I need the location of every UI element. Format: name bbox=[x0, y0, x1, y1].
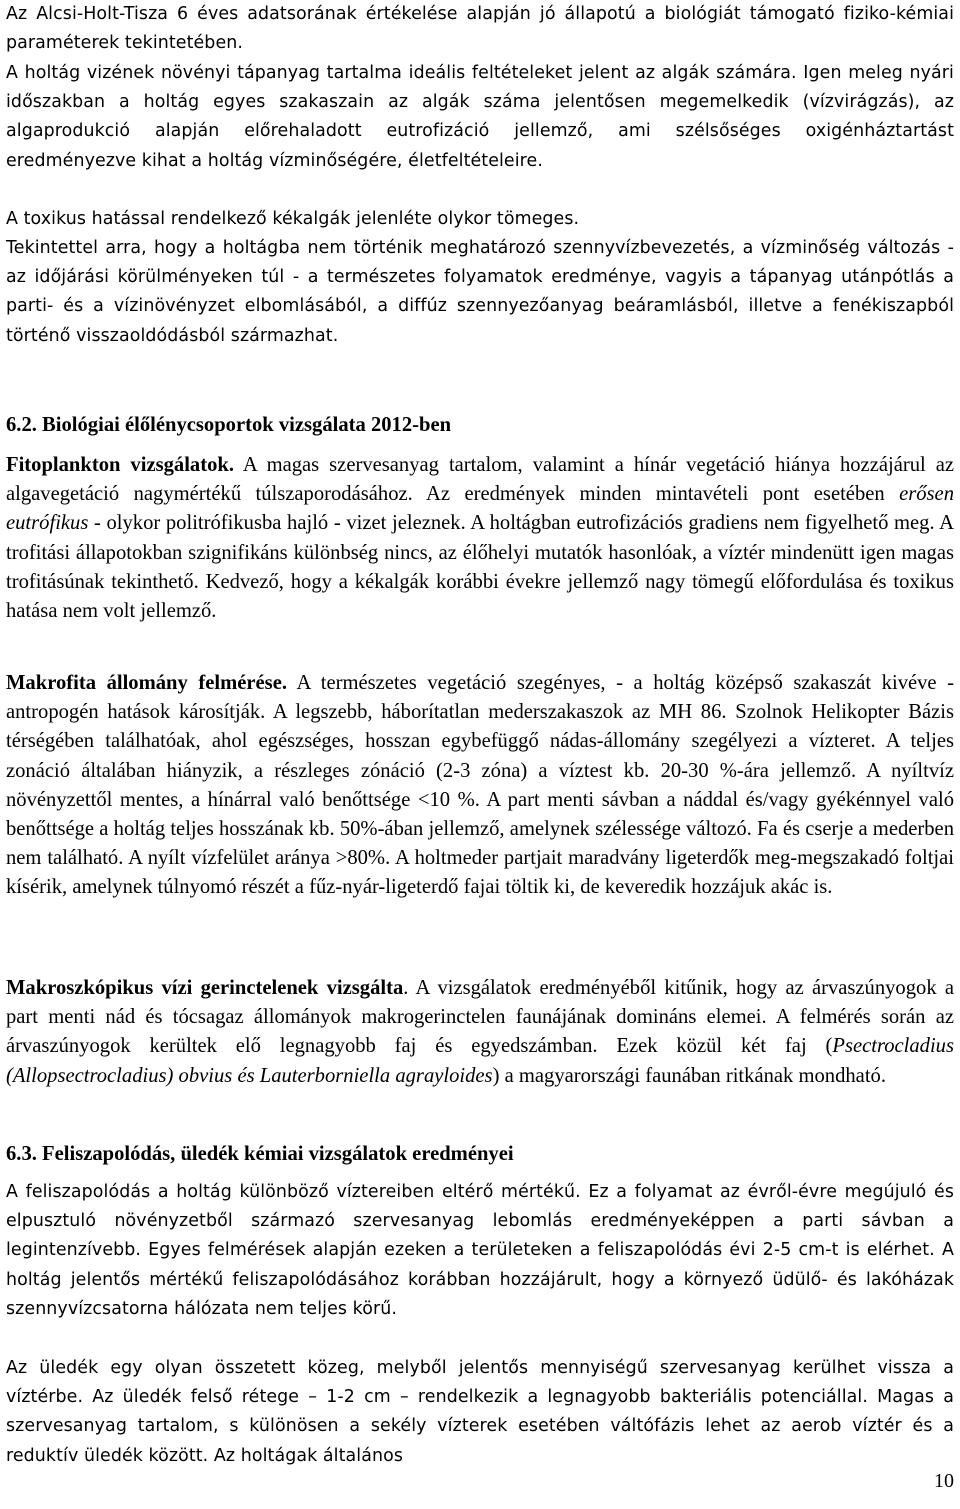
invertebrates-text-a: . A vizsgálatok eredményéből kitűnik, hogy az árvaszúnyogok a part menti nád és tócsagaz állományok makrogerinctelen faunájának domináns elemei. A felmérés során az árvaszúnyogok kerültek elő legnagyobb faj és egyedszámban. Ezek közül két faj ( bbox=[6, 977, 954, 1058]
page-number: 10 bbox=[934, 1470, 954, 1492]
invertebrates-species: Psectrocladius (Allopsectrocladius) obvius és Lauterborniella agrayloides bbox=[6, 1035, 954, 1087]
invertebrates-lead: Makroszkópikus vízi gerinctelenek vizsgálta bbox=[6, 977, 404, 999]
paragraph-water-quality: Tekintettel arra, hogy a holtágba nem történik meghatározó szennyvízbevezetés, a vízminőség változás - az időjárási körülményeken túl - a természetes folyamatok eredménye, vagyis a tápanyag utánpótlás a parti- és a vízinövényzet elbomlásából, a diffúz szennyezőanyag beáramlásból, illetve a fenékiszapból történő visszaoldódásból származhat. bbox=[6, 238, 954, 346]
paragraph-sediment: Az üledék egy olyan összetett közeg, melyből jelentős mennyiségű szervesanyag kerülhet vissza a víztérbe. Az üledék felső rétege – 1-2 cm – rendelkezik a legnagyobb bakteriális potenciállal. Magas a szervesanyag tartalom, s különösen a sekély vízterek esetében váltófázis lehet az aerob víztér és a reduktív üledék között. Az holtágak általános bbox=[6, 1358, 954, 1466]
section-heading-6-2: 6.2. Biológiai élőlénycsoportok vizsgálata 2012-ben bbox=[6, 414, 452, 436]
paragraph-toxic-algae: A toxikus hatással rendelkező kékalgák jelenléte olykor tömeges. bbox=[6, 209, 580, 229]
paragraph-phytoplankton bbox=[6, 451, 954, 626]
phytoplankton-lead: Fitoplankton vizsgálatok. bbox=[6, 454, 234, 476]
phytoplankton-emphasis: erősen eutrófikus bbox=[6, 483, 954, 535]
phytoplankton-text-a: A magas szervesanyag tartalom, valamint a hínár vegetáció hiánya hozzájárul az algavegetáció nagymértékű túlszaporodásához. Az eredmények minden mintavételi pont esetében bbox=[6, 454, 954, 506]
paragraph-nutrients: A holtág vizének növényi tápanyag tartalma ideális feltételeket jelent az algák számára. Igen meleg nyári időszakban a holtág egyes szakaszain az algák száma jelentősen megemelkedik (vízvirágzás), az algaprodukció alapján előrehaladott eutrofizáció jellemző, ami szélsőséges oxigénháztartást eredményezve kihat a holtág vízminőségére, életfeltételeire. bbox=[6, 63, 954, 171]
paragraph-siltation: A feliszapolódás a holtág különböző víztereiben eltérő mértékű. Ez a folyamat az évről-évre megújuló és elpusztuló növényzetből származó szervesanyag lebomlás eredményeképpen a parti sávban a legintenzívebb. Egyes felmérések alapján ezeken a területeken a feliszapolódás évi 2-5 cm-t is elérhet. A holtág jelentős mértékű feliszapolódásához korábban hozzájárult, hogy a környező üdülő- és lakóházak szennyvízcsatorna hálózata nem teljes körű. bbox=[6, 1182, 954, 1319]
paragraph-invertebrates bbox=[6, 974, 954, 1091]
paragraph-macrophyte bbox=[6, 669, 954, 903]
invertebrates-text-b: ) a magyarországi faunában ritkának mondható. bbox=[492, 1064, 886, 1087]
phytoplankton-text-b: - olykor politrófikusba hajló - vizet jeleznek. A holtágban eutrofizációs gradiens nem figyelhető meg. A trofitási állapotokban szignifikáns különbség nincs, az élőhelyi mutatók hasonlóak, a víztér mindenütt igen magas trofitásúnak tekinthető. Kedvező, hogy a kékalgák korábbi évekre jellemző nagy tömegű előfordulása és toxikus hatása nem volt jellemző. bbox=[6, 512, 954, 623]
macrophyte-lead: Makrofita állomány felmérése. bbox=[6, 672, 287, 694]
section-heading-6-3: 6.3. Feliszapolódás, üledék kémiai vizsgálatok eredményei bbox=[6, 1143, 514, 1165]
paragraph-assessment: Az Alcsi-Holt-Tisza 6 éves adatsorának értékelése alapján jó állapotú a biológiát támogató fiziko-kémiai paraméterek tekintetében. bbox=[6, 4, 954, 54]
macrophyte-text: A természetes vegetáció szegényes, - a holtág középső szakaszát kivéve - antropogén hatások károsítják. A legszebb, háborítatlan mederszakaszok az MH 86. Szolnok Helikopter Bázis térségében találhatóak, ahol egészséges, hosszan egybefüggő nádas-állomány szegélyezi a vízteret. A teljes zonáció általában hiányzik, a részleges zónáció (2-3 zóna) a víztest kb. 20-30 %-ára jellemző. A nyíltvíz növényzettől mentes, a hínárral való benőttsége <10 %. A part menti sávban a náddal és/vagy gyékénnyel való benőttsége a holtág teljes hosszának kb. 50%-ában jellemző, amelynek szélessége változó. Fa és cserje a mederben nem található. A nyílt vízfelület aránya >80%. A holtmeder partjait maradvány ligeterdők meg-megszakadó foltjai kísérik, amelynek túlnyomó részét a fűz-nyár-ligeterdő fajai töltik ki, de keveredik hozzájuk akác is. bbox=[6, 672, 955, 899]
